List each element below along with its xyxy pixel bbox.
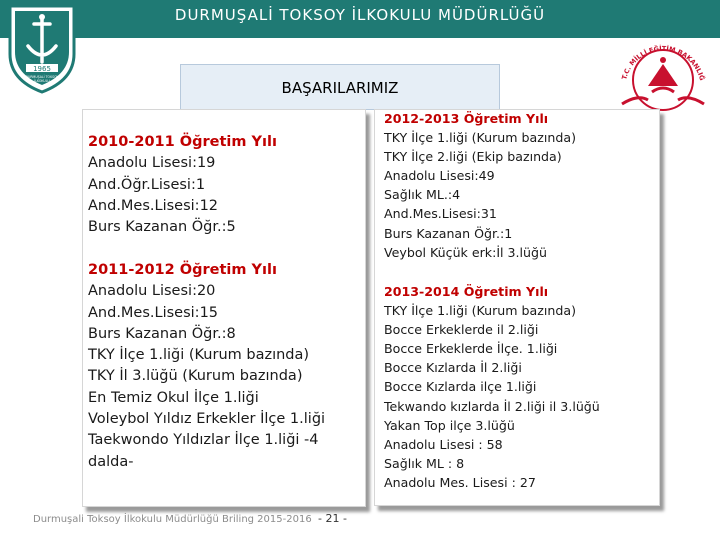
list-item: Burs Kazanan Öğr.:5 <box>88 219 236 236</box>
page-title: DURMUŞALİ TOKSOY İLKOKULU MÜDÜRLÜĞÜ <box>174 6 546 24</box>
list-item: Bocce Kızlarda ilçe 1.liği <box>384 379 537 395</box>
school-logo-text-bottom: İLKOKULU <box>34 79 50 83</box>
subtitle-box <box>180 64 500 110</box>
list-item: Burs Kazanan Öğr.:1 <box>384 225 513 241</box>
list-item: Taekwondo Yıldızlar İlçe 1.liği -4 <box>88 432 319 449</box>
list-item: Voleybol Yıldız Erkekler İlçe 1.liği <box>88 411 326 428</box>
list-item: Sağlık ML : 8 <box>384 455 465 471</box>
list-item: Bocce Kızlarda İl 2.liği <box>384 360 522 376</box>
list-item: And.Mes.Lisesi:15 <box>88 304 219 321</box>
list-item: And.Öğr.Lisesi:1 <box>88 176 206 193</box>
list-item: En Temiz Okul İlçe 1.liği <box>88 389 259 406</box>
subtitle: BAŞARILARIMIZ <box>281 79 399 97</box>
right-section-2012-2013 <box>384 109 576 262</box>
ministry-logo <box>608 34 718 112</box>
ministry-of-education-emblem-icon <box>608 34 718 112</box>
list-item: Anadolu Mes. Lisesi : 27 <box>384 474 536 490</box>
list-item: And.Mes.Lisesi:31 <box>384 206 497 222</box>
list-item: Anadolu Lisesi : 58 <box>384 436 503 452</box>
list-item: Anadolu Lisesi:20 <box>88 283 216 300</box>
list-item: TKY İlçe 1.liği (Kurum bazında) <box>384 303 576 319</box>
list-item: Veybol Küçük erk:İl 3.lüğü <box>384 244 548 260</box>
list-item: Sağlık ML.:4 <box>384 187 461 203</box>
list-item: TKY İlçe 1.liği (Kurum bazında) <box>88 347 310 364</box>
school-logo-text-top: DURMUŞALİ TOKSOY <box>25 75 59 79</box>
section-title: 2013-2014 Öğretim Yılı <box>384 284 549 299</box>
left-section-2010-2011 <box>88 132 277 238</box>
left-section-2011-2012 <box>88 260 325 473</box>
list-item: Burs Kazanan Öğr.:8 <box>88 325 236 342</box>
section-title: 2012-2013 Öğretim Yılı <box>384 111 549 126</box>
list-item: TKY İlçe 2.liği (Ekip bazında) <box>384 149 562 165</box>
list-item: Anadolu Lisesi:19 <box>88 155 216 172</box>
list-item: TKY İl 3.lüğü (Kurum bazında) <box>88 368 303 385</box>
list-item: Tekwando kızlarda İl 2.liği il 3.lüğü <box>384 398 600 414</box>
list-item: TKY İlçe 1.liği (Kurum bazında) <box>384 130 576 146</box>
ministry-logo-text: T.C. MİLLİ EĞİTİM BAKANLIĞ <box>620 44 707 82</box>
list-item: Anadolu Lisesi:49 <box>384 168 495 184</box>
right-section-2013-2014 <box>384 282 600 492</box>
section-title: 2011-2012 Öğretim Yılı <box>88 262 277 278</box>
list-item: And.Mes.Lisesi:12 <box>88 197 219 214</box>
list-item: Yakan Top ilçe 3.lüğü <box>384 417 515 433</box>
school-logo <box>4 2 80 94</box>
list-item: dalda- <box>88 453 134 470</box>
section-title: 2010-2011 Öğretim Yılı <box>88 134 277 150</box>
school-logo-year: 1965 <box>33 65 51 73</box>
footer-text: Durmuşali Toksoy İlkokulu Müdürlüğü Briling 2015-2016 <box>33 514 312 525</box>
page-number: - 21 - <box>318 512 347 525</box>
list-item: Bocce Erkeklerde İlçe. 1.liği <box>384 341 558 357</box>
school-emblem-icon <box>4 2 80 94</box>
list-item: Bocce Erkeklerde il 2.liği <box>384 322 539 338</box>
